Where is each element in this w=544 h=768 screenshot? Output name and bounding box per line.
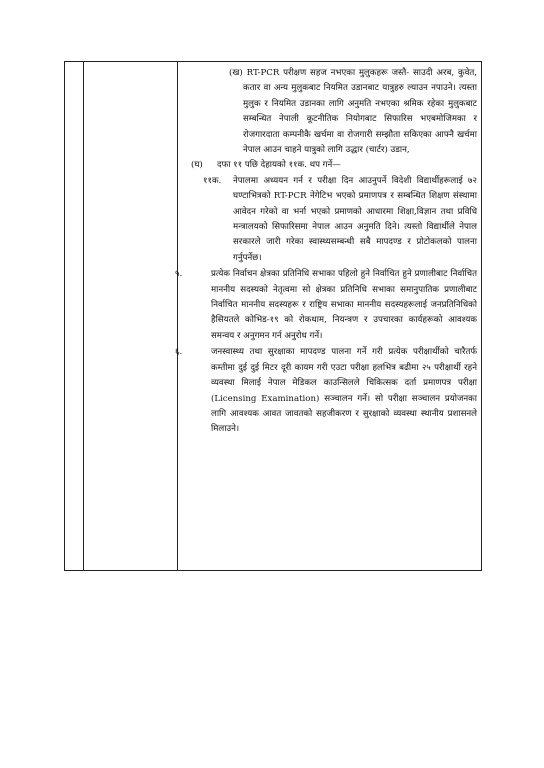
clause-gha — [181, 158, 477, 173]
item-6 — [175, 345, 477, 437]
section-11ka-text: नेपालमा अध्ययन गर्न र परीक्षा दिन आउनुपर्ने विदेशी विद्यार्थीहरूलाई ७२ घण्टाभित्रको RT-PCR नेगेटिभ भएको प्रमाणपत्र र सम्बन्धित शिक्षण संस्थामा आवेदन गरेको वा भर्ना भएको प्रमाणको आधारमा शिक्षा,विज्ञान तथा प्रविधि मन्त्रालयको सिफारिसमा नेपाल आउन अनुमति दिने। त्यस्तो विद्यार्थीले नेपाल सरकारले जारी गरेका स्वास्थ्यसम्बन्धी सबै मापदण्ड र प्रोटोकलको पालना गर्नुपर्नेछ। — [233, 175, 477, 263]
clause-gha-text: दफा ११ पछि देहायको ११क. थप गर्ने— — [217, 160, 341, 171]
clause-kha-marker: (ख) — [229, 68, 243, 78]
section-11ka — [181, 174, 477, 266]
document-table — [64, 61, 482, 571]
item-5-text: प्रत्येक निर्वाचन क्षेत्रका प्रतिनिधि सभाका पहिलो हुने निर्वाचित हुने प्रणालीबाट निर्वाचित माननीय सदस्यको नेतृत्वमा सो क्षेत्रका प्रतिनिधि सभाका समानुपातिक प्रणालीबाट निर्वाचित माननीय सदस्यहरू र राष्ट्रिय सभाका माननीय सदस्यहरूलाई जनप्रतिनिधिको हैसियतले कोभिड-१९ को रोकथाम, नियन्त्रण र उपचारका कार्यहरूको आवश्यक समन्वय र अनुगमन गर्न अनुरोध गर्ने। — [211, 269, 477, 341]
table-content-cell — [175, 66, 477, 438]
clause-kha — [195, 66, 477, 158]
item-6-text: जनस्वास्थ्य तथा सुरक्षाका मापदण्ड पालना गर्ने गरी प्रत्येक परीक्षार्थीको चारैतर्फ कम्तीमा दुई दुई मिटर दूरी कायम गरी एउटा परीक्षा हलभित्र बढीमा २५ परीक्षार्थी रहने व्यवस्था मिलाई नेपाल मेडिकल काउन्सिलले चिकित्सक दर्ता प्रमाणपत्र परीक्षा (Licensing Examination) सञ्चालन गर्ने। सो परीक्षा सञ्चालन प्रयोजनका लागि आवश्यक आवत जावतको सहजीकरण र सुरक्षाको व्यवस्था स्थानीय प्रशासनले मिलाउने। — [211, 347, 477, 435]
item-6-marker: ६. — [175, 347, 183, 358]
item-5-marker: ५. — [175, 269, 183, 280]
clause-gha-marker: (घ) — [191, 160, 203, 171]
column-divider-1 — [83, 62, 84, 570]
item-5 — [175, 267, 477, 344]
clause-kha-text: RT-PCR परीक्षण सहज नभएका मुलुकहरू जस्तै- साउदी अरब, कुवेत, कतार वा अन्य मुलुकबाट नियमित उडानबाट यात्रुहरु ल्याउन नपाउने। त्यस्ता मुलुक र नियमित उडानका लागि अनुमति नभएका श्रमिक रहेका मुलुकबाट सम्बन्धित नेपाली कूटनीतिक नियोगबाट सिफारिस भएबमोजिमका र रोजगारदाता कम्पनीकै खर्चमा वा रोजगारी सम्झौता सकिएका आफ्नै खर्चमा नेपाल आउन चाहने यात्रुको लागि उद्धार (चार्टर) उडान, — [243, 68, 477, 156]
column-divider-2 — [177, 62, 178, 570]
section-11ka-marker: ११क. — [203, 175, 222, 186]
